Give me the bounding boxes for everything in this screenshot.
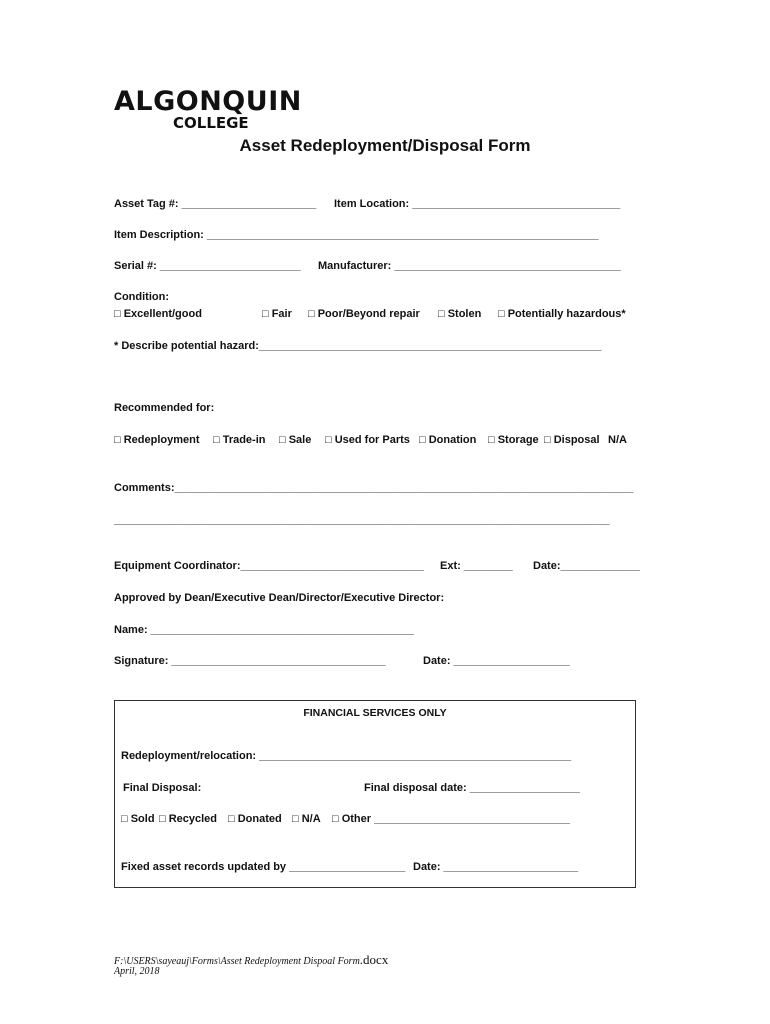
footer-path-text: F:\USERS\sayeauj\Forms\Asset Redeployment Dispoal Form — [114, 956, 360, 967]
condition-fair-checkbox[interactable]: □ Fair — [262, 308, 292, 320]
condition-hazardous-checkbox[interactable]: □ Potentially hazardous* — [498, 308, 626, 320]
name-field[interactable]: Name: ___________________________________________ — [114, 624, 414, 636]
condition-excellent-checkbox[interactable]: □ Excellent/good — [114, 308, 202, 320]
redeployment-relocation-field[interactable]: Redeployment/relocation: ___________________________________________________ — [121, 750, 572, 762]
signature-date-field[interactable]: Date: ___________________ — [423, 655, 570, 667]
coordinator-date-field[interactable]: Date:_____________ — [533, 560, 641, 572]
item-description-field[interactable]: Item Description: ________________________________________________________________ — [114, 229, 599, 241]
comments-line-2[interactable]: _________________________________________________________________________________ — [114, 514, 610, 526]
financial-other-checkbox[interactable]: □ Other ________________________________ — [332, 813, 570, 825]
financial-recycled-checkbox[interactable]: □ Recycled — [159, 813, 218, 825]
recommended-storage-checkbox[interactable]: □ Storage — [488, 434, 539, 446]
item-location-field[interactable]: Item Location: __________________________________ — [334, 198, 621, 210]
ext-field[interactable]: Ext: ________ — [440, 560, 513, 572]
college-logo: ALGONQUIN — [114, 86, 302, 117]
footer-file-extension: .docx — [359, 952, 389, 967]
final-disposal-date-field[interactable]: Final disposal date: __________________ — [364, 782, 580, 794]
recommended-sale-checkbox[interactable]: □ Sale — [279, 434, 312, 446]
asset-tag-field[interactable]: Asset Tag #: ______________________ — [114, 198, 317, 210]
form-title: Asset Redeployment/Disposal Form — [239, 136, 531, 155]
financial-services-title: FINANCIAL SERVICES ONLY — [303, 707, 447, 719]
recommended-donation-checkbox[interactable]: □ Donation — [419, 434, 477, 446]
footer-date: April, 2018 — [114, 966, 160, 977]
recommended-na-label[interactable]: N/A — [608, 434, 627, 446]
financial-na-checkbox[interactable]: □ N/A — [292, 813, 321, 825]
manufacturer-field[interactable]: Manufacturer: _____________________________________ — [318, 260, 621, 272]
recommended-redeployment-checkbox[interactable]: □ Redeployment — [114, 434, 200, 446]
comments-field[interactable]: Comments:___________________________________________________________________________ — [114, 482, 634, 494]
financial-donated-checkbox[interactable]: □ Donated — [228, 813, 282, 825]
condition-stolen-checkbox[interactable]: □ Stolen — [438, 308, 482, 320]
fixed-asset-date-field[interactable]: Date: ______________________ — [413, 861, 579, 873]
equipment-coordinator-field[interactable]: Equipment Coordinator:______________________________ — [114, 560, 425, 572]
financial-sold-checkbox[interactable]: □ Sold — [121, 813, 155, 825]
recommended-label: Recommended for: — [114, 402, 215, 414]
college-logo-subtitle: COLLEGE — [173, 114, 249, 132]
final-disposal-label: Final Disposal: — [123, 782, 202, 794]
financial-services-box — [114, 700, 636, 888]
condition-poor-checkbox[interactable]: □ Poor/Beyond repair — [308, 308, 420, 320]
serial-field[interactable]: Serial #: _______________________ — [114, 260, 301, 272]
condition-label: Condition: — [114, 291, 169, 303]
recommended-tradein-checkbox[interactable]: □ Trade-in — [213, 434, 266, 446]
signature-field[interactable]: Signature: ___________________________________ — [114, 655, 386, 667]
approved-by-label: Approved by Dean/Executive Dean/Director/Executive Director: — [114, 592, 445, 604]
hazard-field[interactable]: * Describe potential hazard:________________________________________________________ — [114, 340, 602, 352]
recommended-parts-checkbox[interactable]: □ Used for Parts — [325, 434, 410, 446]
fixed-asset-records-field[interactable]: Fixed asset records updated by ___________________ — [121, 861, 406, 873]
recommended-disposal-checkbox[interactable]: □ Disposal — [544, 434, 600, 446]
